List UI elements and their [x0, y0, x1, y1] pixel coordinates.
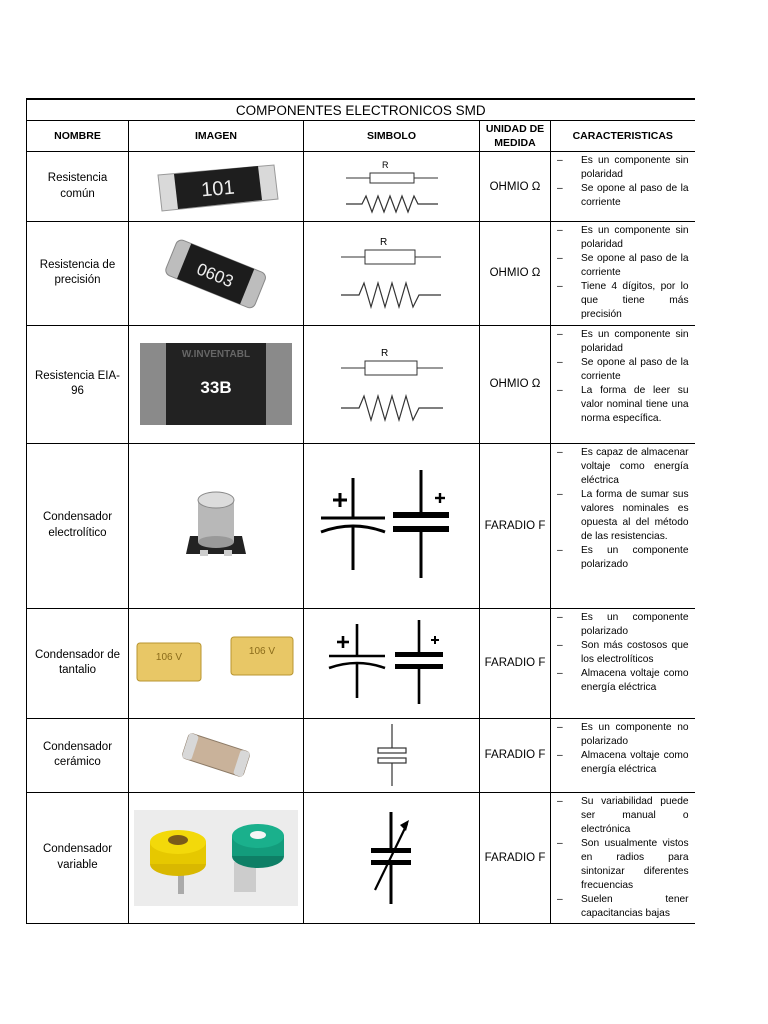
resistor-chip-image — [129, 152, 304, 222]
resistor-symbol — [304, 152, 480, 222]
list-item: – La forma de leer su valor nominal tiene una norma específica. — [557, 384, 689, 426]
row-unit: FARADIO F — [480, 792, 551, 924]
svg-text:R: R — [379, 237, 387, 249]
svg-text:R: R — [380, 348, 388, 360]
svg-text:R: R — [381, 159, 388, 170]
row-unit: OHMIO Ω — [480, 222, 551, 326]
svg-text:0603: 0603 — [193, 259, 237, 292]
list-item: – Es un componente sin polaridad — [557, 328, 689, 356]
variable-capacitor-symbol — [304, 792, 480, 924]
table-row — [27, 608, 695, 718]
resistor-symbol — [304, 325, 480, 443]
row-characteristics — [551, 222, 695, 326]
tantalum-capacitor-image — [129, 608, 304, 718]
table-row — [27, 792, 695, 924]
list-item: – Se opone al paso de la corriente — [557, 182, 689, 210]
list-item: – La forma de sumar sus valores nominales es opuesta al del método de las resistencias. — [557, 488, 689, 544]
resistor-symbol — [304, 222, 480, 326]
list-item: – Son usualmente vistos en radios para sintonizar diferentes frecuencias — [557, 837, 689, 893]
list-item: – Su variabilidad puede ser manual o electrónica — [557, 795, 689, 837]
svg-text:106 V: 106 V — [155, 652, 183, 664]
header-simbolo: SIMBOLO — [304, 121, 480, 152]
row-name: Condensador electrolítico — [27, 443, 129, 608]
table-row — [27, 718, 695, 792]
table-row — [27, 222, 695, 326]
table-row — [27, 152, 695, 222]
list-item: – Es un componente sin polaridad — [557, 154, 689, 182]
polarized-capacitor-symbol — [304, 608, 480, 718]
ceramic-capacitor-image — [129, 718, 304, 792]
list-item: – Se opone al paso de la corriente — [557, 356, 689, 384]
row-unit: FARADIO F — [480, 608, 551, 718]
row-name: Resistencia común — [27, 152, 129, 222]
svg-text:106 V: 106 V — [248, 646, 276, 658]
table-title: COMPONENTES ELECTRONICOS SMD — [27, 99, 695, 121]
svg-text:33B: 33B — [200, 378, 232, 398]
row-unit: OHMIO Ω — [480, 152, 551, 222]
list-item: – Es un componente sin polaridad — [557, 224, 689, 252]
list-item: – Es un componente polarizado — [557, 611, 689, 639]
row-name: Condensador de tantalio — [27, 608, 129, 718]
header-nombre: NOMBRE — [27, 121, 129, 152]
header-imagen: IMAGEN — [129, 121, 304, 152]
list-item: – Suelen tener capacitancias bajas — [557, 893, 689, 921]
variable-capacitor-image — [129, 792, 304, 924]
electrolytic-capacitor-image — [129, 443, 304, 608]
row-name: Resistencia de precisión — [27, 222, 129, 326]
table-row — [27, 325, 695, 443]
row-unit: FARADIO F — [480, 443, 551, 608]
list-item: – Es un componente no polarizado — [557, 721, 689, 749]
row-characteristics — [551, 718, 695, 792]
table-row — [27, 443, 695, 608]
header-caracteristicas: CARACTERISTICAS — [551, 121, 695, 152]
header-unidad: UNIDAD DE MEDIDA — [480, 121, 551, 152]
row-characteristics — [551, 443, 695, 608]
row-name: Condensador variable — [27, 792, 129, 924]
row-characteristics — [551, 792, 695, 924]
row-characteristics — [551, 608, 695, 718]
list-item: – Almacena voltaje como energía eléctrica — [557, 667, 689, 695]
row-unit: OHMIO Ω — [480, 325, 551, 443]
row-characteristics — [551, 325, 695, 443]
list-item: – Son más costosos que los electrolíticos — [557, 639, 689, 667]
polarized-capacitor-symbol — [304, 443, 480, 608]
list-item: – Almacena voltaje como energía eléctrica — [557, 749, 689, 777]
svg-text:101: 101 — [200, 176, 236, 201]
row-name: Resistencia EIA-96 — [27, 325, 129, 443]
precision-resistor-image — [129, 222, 304, 326]
list-item: – Se opone al paso de la corriente — [557, 252, 689, 280]
list-item: – Es un componente polarizado — [557, 544, 689, 572]
eia96-resistor-image — [129, 325, 304, 443]
components-table — [26, 98, 695, 924]
svg-text:W.INVENTABL: W.INVENTABL — [181, 349, 251, 361]
row-name: Condensador cerámico — [27, 718, 129, 792]
capacitor-symbol — [304, 718, 480, 792]
row-unit: FARADIO F — [480, 718, 551, 792]
row-characteristics — [551, 152, 695, 222]
list-item: – Tiene 4 dígitos, por lo que tiene más precisión — [557, 280, 689, 322]
list-item: – Es capaz de almacenar voltaje como energía eléctrica — [557, 446, 689, 488]
